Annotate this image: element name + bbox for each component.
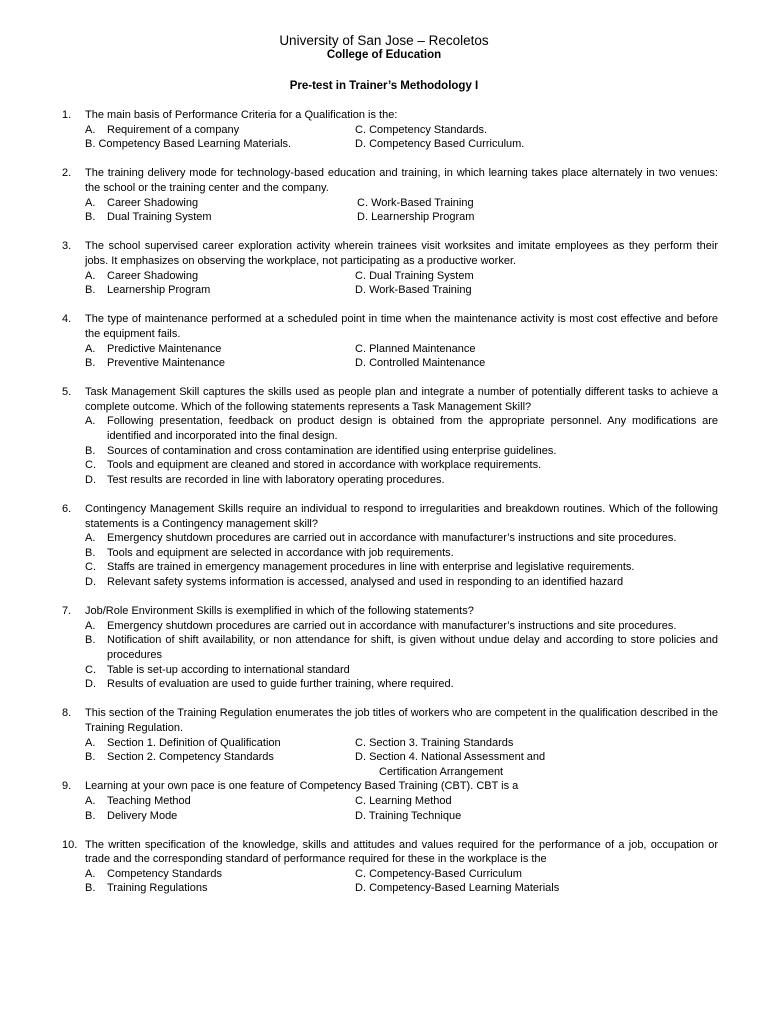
test-title: Pre-test in Trainer’s Methodology I	[289, 80, 479, 92]
options	[85, 619, 718, 692]
question-number: 8.	[62, 707, 72, 720]
college-name: College of Education	[326, 49, 442, 61]
option-a: A. Career Shadowing	[85, 196, 199, 209]
option-c: C. Work-Based Training	[357, 196, 474, 209]
university-name: University of San Jose – Recoletos	[279, 33, 489, 48]
question-stem: This section of the Training Regulation enumerates the job titles of workers who are competent in the qualification described in the Training Regulation.	[85, 707, 718, 734]
option-d: D. Controlled Maintenance	[355, 357, 486, 370]
question-7	[62, 604, 718, 692]
question-number: 5.	[62, 386, 72, 399]
question-stem: The main basis of Performance Criteria for a Qualification is the:	[85, 109, 398, 121]
option-a: A. Teaching Method	[85, 794, 191, 807]
option-d-continuation: Certification Arrangement	[379, 765, 504, 778]
option-d: D. Work-Based Training	[355, 284, 472, 297]
option-a: A. Section 1. Definition of Qualification	[85, 736, 281, 749]
question-number: 4.	[62, 313, 72, 326]
options	[85, 196, 718, 225]
option-c: C. Competency-Based Curriculum	[355, 867, 522, 880]
option-b: B. Preventive Maintenance	[85, 357, 226, 370]
option-c: C. Competency Standards.	[355, 123, 488, 136]
option-d: D. Section 4. National Assessment and	[355, 751, 546, 764]
options	[85, 794, 718, 823]
question-1	[62, 108, 718, 152]
option-b: B. Delivery Mode	[85, 809, 178, 822]
question-number: 9.	[62, 780, 72, 793]
question-6	[62, 502, 718, 590]
question-number: 1.	[62, 109, 72, 121]
option-b: B. Learnership Program	[85, 284, 211, 297]
option-d: D. Relevant safety systems information is accessed, analysed and used in responding to an identified hazard	[85, 576, 624, 588]
options	[85, 342, 718, 371]
option-c: C. Planned Maintenance	[355, 342, 476, 355]
question-number: 7.	[62, 605, 72, 618]
options	[85, 531, 718, 589]
options	[85, 414, 718, 487]
option-d: D. Competency Based Curriculum.	[355, 138, 525, 151]
option-a: A. Emergency shutdown procedures are carried out in accordance with manufacturer’s instructions and site procedures.	[85, 532, 677, 545]
option-b: B. Sources of contamination and cross contamination are identified using enterprise guidelines.	[85, 444, 557, 457]
option-a: A. Emergency shutdown procedures are carried out in accordance with manufacturer’s instructions and site procedures.	[85, 619, 677, 632]
question-3	[62, 239, 718, 297]
option-b: B. Tools and equipment are selected in accordance with job requirements.	[85, 546, 454, 559]
option-c: C. Dual Training System	[355, 269, 474, 282]
option-c: C. Table is set-up according to international standard	[85, 663, 350, 676]
options	[85, 736, 718, 780]
option-b: B. Notification of shift availability, or non attendance for shift, is given without undue delay and according to store policies and procedures	[85, 634, 718, 661]
option-b: B. Competency Based Learning Materials.	[85, 138, 292, 151]
question-stem: Task Management Skill captures the skills used as people plan and integrate a number of potentially different tasks to achieve a complete outcome. Which of the following statements represents a Task Management Skill?	[85, 386, 718, 413]
question-4	[62, 312, 718, 370]
option-a: A. Career Shadowing	[85, 269, 199, 282]
question-5	[62, 385, 718, 487]
option-a: A. Predictive Maintenance	[85, 342, 222, 355]
option-a: A. Following presentation, feedback on product design is obtained from the appropriate personnel. Any modifications are identified and incorporated into the final design.	[85, 415, 718, 443]
options	[85, 123, 718, 152]
option-d: D. Training Technique	[355, 809, 462, 822]
question-stem: Learning at your own pace is one feature of Competency Based Training (CBT). CBT is a	[85, 780, 519, 793]
option-c: C. Staffs are trained in emergency management procedures in line with enterprise and legislative requirements.	[85, 561, 635, 574]
option-c: C. Learning Method	[355, 794, 452, 807]
question-9	[62, 779, 718, 823]
question-list	[62, 108, 718, 911]
question-stem: The school supervised career exploration activity wherein trainees visit worksites and imitate employees as they perform their jobs. It emphasizes on observing the workplace, not participating as a productive worker.	[85, 240, 718, 267]
option-c: C. Tools and equipment are cleaned and stored in accordance with workplace requirements.	[85, 459, 542, 472]
option-a: A. Requirement of a company	[85, 123, 240, 136]
question-stem: Job/Role Environment Skills is exemplified in which of the following statements?	[85, 605, 474, 618]
question-number: 6.	[62, 503, 72, 516]
question-stem: The written specification of the knowledge, skills and attitudes and values required for the performance of a job, occupation or trade and the corresponding standard of performance required for these in the workplace is the	[85, 838, 718, 866]
question-2	[62, 166, 718, 224]
options	[85, 269, 718, 298]
options	[85, 867, 718, 896]
option-b: B. Dual Training System	[85, 211, 212, 224]
option-d: D. Test results are recorded in line with laboratory operating procedures.	[85, 473, 445, 486]
question-10	[62, 838, 718, 896]
question-number: 2.	[62, 167, 72, 180]
question-stem: Contingency Management Skills require an individual to respond to irregularities and breakdown routines. Which of the following statements is a Contingency management skill?	[85, 503, 718, 530]
question-8	[62, 706, 718, 779]
option-d: D. Competency-Based Learning Materials	[355, 882, 560, 895]
option-b: B. Section 2. Competency Standards	[85, 751, 274, 764]
question-number: 3.	[62, 240, 72, 253]
option-a: A. Competency Standards	[85, 867, 222, 880]
option-c: C. Section 3. Training Standards	[355, 736, 514, 749]
question-number: 10.	[62, 838, 78, 851]
question-stem: The type of maintenance performed at a scheduled point in time when the maintenance activity is most cost effective and before the equipment fails.	[85, 313, 718, 340]
question-stem: The training delivery mode for technology-based education and training, in which learning takes place alternately in two venues: the school or the training center and the company.	[85, 167, 718, 194]
option-d: D. Results of evaluation are used to guide further training, where required.	[85, 678, 454, 691]
option-b: B. Training Regulations	[85, 882, 208, 895]
option-d: D. Learnership Program	[357, 211, 475, 224]
